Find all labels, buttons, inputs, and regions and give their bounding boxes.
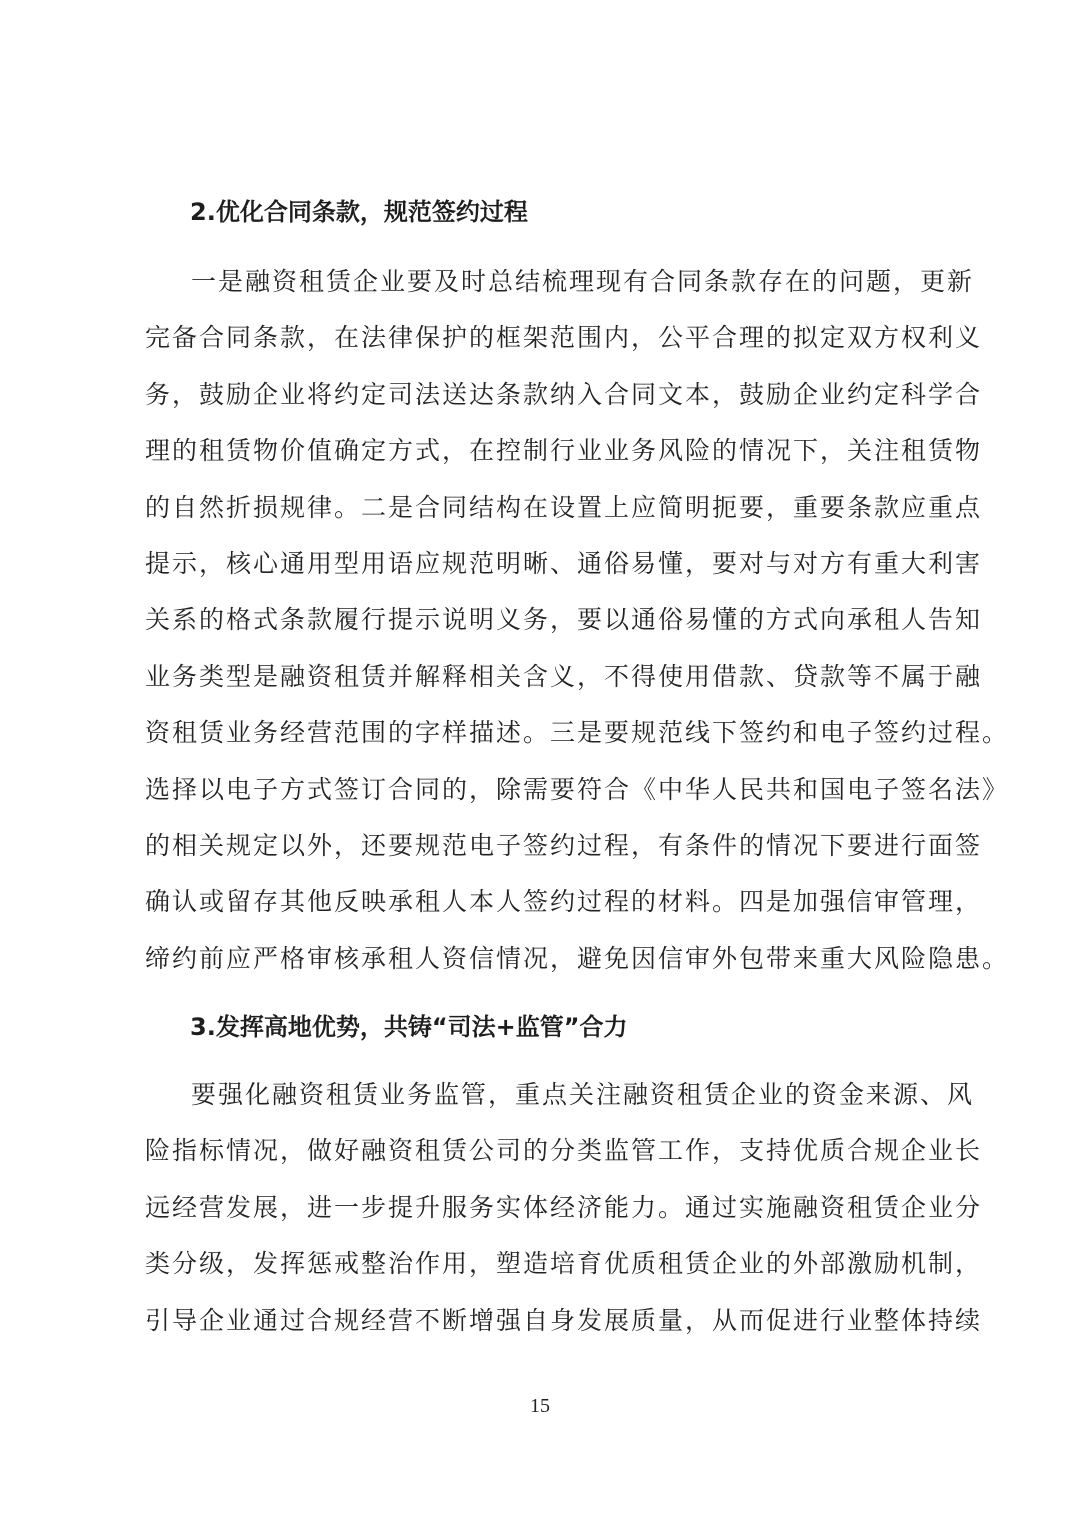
paragraph-line: 确认或留存其他反映承租人本人签约过程的材料。四是加强信审管理， [145, 887, 983, 917]
paragraph-line: 完备合同条款，在法律保护的框架范围内，公平合理的拟定双方权利义 [145, 323, 983, 353]
paragraph-line: 选择以电子方式签订合同的，除需要符合《中华人民共和国电子签名法》 [145, 774, 1010, 804]
paragraph-line: 资租赁业务经营范围的字样描述。三是要规范线下签约和电子签约过程。 [145, 718, 1010, 748]
paragraph-line: 业务类型是融资租赁并解释相关含义，不得使用借款、贷款等不属于融 [145, 661, 983, 691]
paragraph-line: 缔约前应严格审核承租人资信情况，避免因信审外包带来重大风险隐患。 [145, 943, 1010, 973]
paragraph-line: 的自然折损规律。二是合同结构在设置上应简明扼要，重要条款应重点 [145, 492, 983, 522]
paragraph-line: 理的租赁物价值确定方式，在控制行业业务风险的情况下，关注租赁物 [145, 436, 983, 466]
paragraph-line: 远经营发展，进一步提升服务实体经济能力。通过实施融资租赁企业分 [145, 1192, 983, 1222]
paragraph-line: 提示，核心通用型用语应规范明晰、通俗易懂，要对与对方有重大利害 [145, 548, 983, 578]
page-number: 15 [530, 1395, 550, 1417]
section-heading-3: 3.发挥高地优势，共铸“司法+监管”合力 [190, 1013, 628, 1041]
paragraph-line: 类分级，发挥惩戒整治作用，塑造培育优质租赁企业的外部激励机制， [145, 1249, 983, 1279]
paragraph-line: 要强化融资租赁业务监管，重点关注融资租赁企业的资金来源、风 [191, 1080, 975, 1109]
section-3-paragraph [145, 1067, 983, 1349]
paragraph-line: 引导企业通过合规经营不断增强自身发展质量，从而促进行业整体持续 [145, 1305, 983, 1335]
paragraph-line: 关系的格式条款履行提示说明义务，要以通俗易懂的方式向承租人告知 [145, 605, 983, 635]
section-heading-2: 2.优化合同条款，规范签约过程 [190, 198, 528, 226]
section-2-paragraph [145, 254, 1010, 987]
paragraph-line: 的相关规定以外，还要规范电子签约过程，有条件的情况下要进行面签 [145, 830, 983, 860]
paragraph-line: 险指标情况，做好融资租赁公司的分类监管工作，支持优质合规企业长 [145, 1136, 983, 1166]
paragraph-line: 一是融资租赁企业要及时总结梳理现有合同条款存在的问题，更新 [191, 267, 975, 296]
paragraph-line: 务，鼓励企业将约定司法送达条款纳入合同文本，鼓励企业约定科学合 [145, 379, 983, 409]
